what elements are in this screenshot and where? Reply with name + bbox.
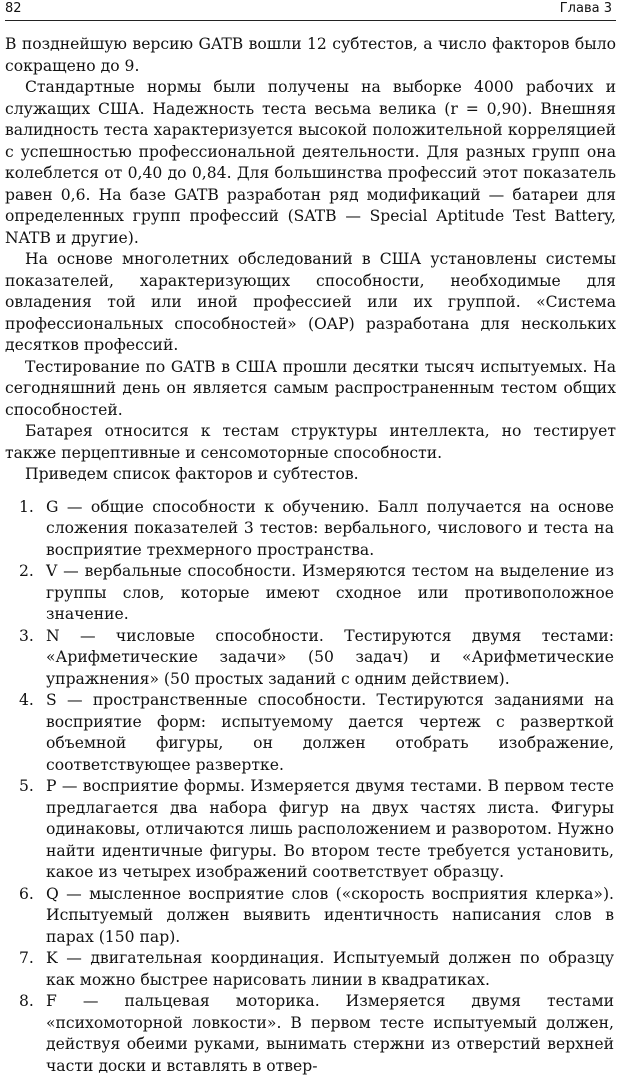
- list-item-number: 8.: [19, 991, 34, 1013]
- paragraph: В позднейшую версию GATB вошли 12 субтестов, а число факторов было сокращено до 9.: [5, 34, 616, 77]
- list-item-number: 3.: [19, 626, 34, 648]
- list-item-text: P — восприятие формы. Измеряется двумя тестами. В первом тесте предлагается два набора фигур на двух частях листа. Фигуры одинаковы, отличаются лишь расположением и разворотом. Нужно найти идентичные фигуры. Во втором тесте требуется установить, какое из четырех изображений соответствует образцу.: [46, 777, 614, 881]
- list-item-number: 4.: [19, 690, 34, 712]
- list-item: [5, 561, 616, 626]
- list-item-number: 2.: [19, 561, 34, 583]
- paragraph: Стандартные нормы были получены на выборке 4000 рабочих и служащих США. Надежность теста весьма велика (r = 0,90). Внешняя валидность теста характеризуется высокой положительной корреляцией с успешностью профессиональной деятельности. Для разных групп она колеблется от 0,40 до 0,84. Для большинства профессий этот показатель равен 0,6. На базе GATB разработан ряд модификаций — батареи для определенных групп профессий (SATB — Special Aptitude Test Battery, NATB и другие).: [5, 77, 616, 249]
- list-item: [5, 776, 616, 884]
- list-item-text: Q — мысленное восприятие слов («скорость восприятия клерка»). Испытуемый должен выявить идентичность написания слов в парах (150 пар).: [46, 885, 614, 946]
- paragraph: На основе многолетних обследований в США установлены системы показателей, характеризующих способности, необходимые для овладения той или иной профессией или их группой. «Система профессиональных способностей» (OAP) разработана для нескольких десятков профессий.: [5, 249, 616, 357]
- page-number: 82: [5, 0, 22, 17]
- list-item-number: 1.: [19, 497, 34, 519]
- list-item-text: V — вербальные способности. Измеряются тестом на выделение из группы слов, которые имеют сходное или противоположное значение.: [46, 562, 614, 623]
- list-item: [5, 626, 616, 691]
- paragraph: Тестирование по GATB в США прошли десятки тысяч испытуемых. На сегодняшний день он является самым распространенным тестом общих способностей.: [5, 357, 616, 422]
- list-intro: Приведем список факторов и субтестов.: [5, 464, 616, 486]
- factor-list: [5, 497, 616, 1077]
- list-item-text: S — пространственные способности. Тестируются заданиями на восприятие форм: испытуемому дается чертеж с разверткой объемной фигуры, он должен отобрать изображение, соответствующее развертке.: [46, 691, 614, 774]
- list-item-text: G — общие способности к обучению. Балл получается на основе сложения показателей 3 тестов: вербального, числового и теста на восприятие трехмерного пространства.: [46, 498, 614, 559]
- list-item: [5, 991, 616, 1077]
- list-item: [5, 948, 616, 991]
- list-item-text: F — пальцевая моторика. Измеряется двумя тестами «психомоторной ловкости». В первом тесте испытуемый должен, действуя обеими руками, вынимать стержни из отверстий верхней части доски и вставлять в отвер-: [46, 992, 614, 1075]
- list-item: [5, 884, 616, 949]
- list-item-text: K — двигательная координация. Испытуемый должен по образцу как можно быстрее нарисовать линии в квадратиках.: [46, 949, 614, 989]
- list-item-number: 5.: [19, 776, 34, 798]
- paragraph: Батарея относится к тестам структуры интеллекта, но тестирует также перцептивные и сенсомоторные способности.: [5, 421, 616, 464]
- list-item: [5, 690, 616, 776]
- list-item-text: N — числовые способности. Тестируются двумя тестами: «Арифметические задачи» (50 задач) и «Арифметические упражнения» (50 простых заданий с одним действием).: [46, 627, 614, 688]
- running-header: [5, 0, 616, 21]
- list-item-number: 7.: [19, 948, 34, 970]
- page-body: [5, 34, 616, 1077]
- list-item: [5, 497, 616, 562]
- list-item-number: 6.: [19, 884, 34, 906]
- chapter-title: Глава 3: [560, 0, 612, 17]
